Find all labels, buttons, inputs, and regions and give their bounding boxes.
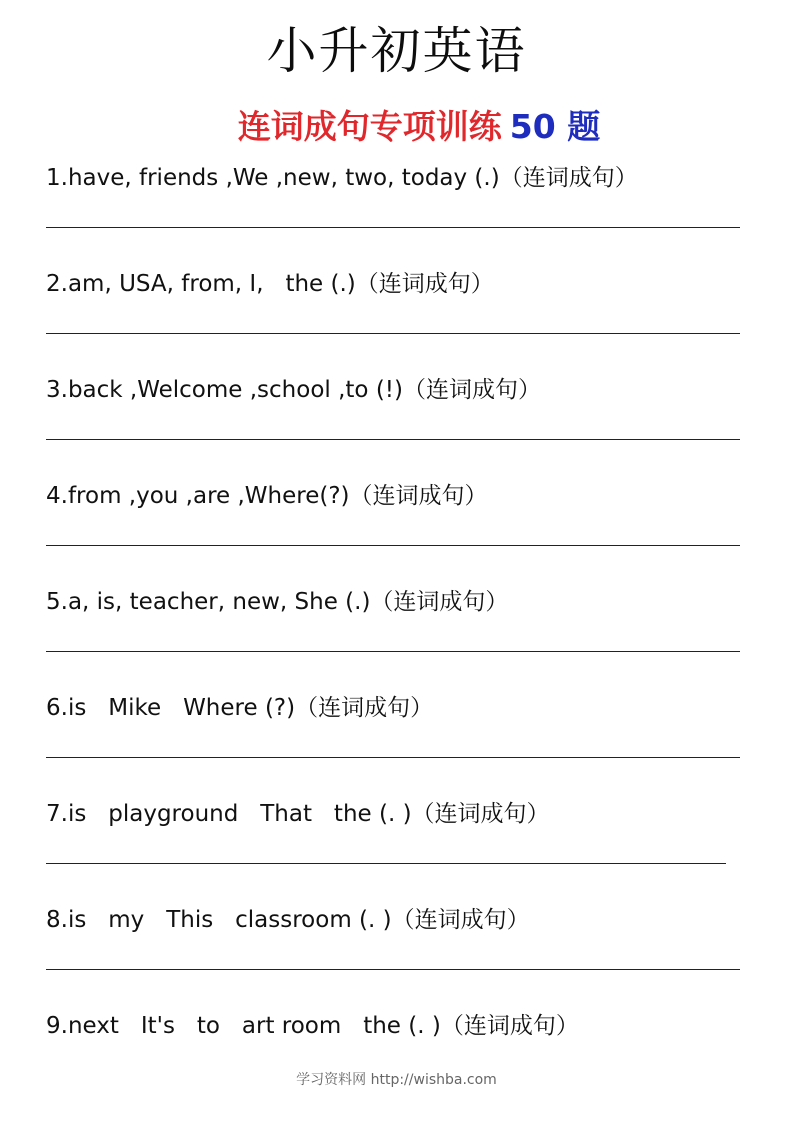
question-1 (46, 161, 746, 267)
question-text: 5.a, is, teacher, new, She (.)（连词成句） (46, 589, 509, 615)
question-text: 8.is my This classroom (. )（连词成句） (46, 907, 530, 933)
question-text: 2.am, USA, from, I, the (.)（连词成句） (46, 271, 494, 297)
question-7 (46, 797, 746, 903)
question-2 (46, 267, 746, 373)
question-text: 6.is Mike Where (?)（连词成句） (46, 695, 434, 721)
answer-line (46, 333, 740, 334)
question-text: 7.is playground That the (. )（连词成句） (46, 801, 550, 827)
question-text: 3.back ,Welcome ,school ,to (!)（连词成句） (46, 377, 541, 403)
question-text: 4.from ,you ,are ,Where(?)（连词成句） (46, 483, 488, 509)
question-5 (46, 585, 746, 691)
answer-line (46, 969, 740, 970)
question-4 (46, 479, 746, 585)
page-title: 小升初英语 (266, 22, 527, 80)
answer-line (46, 439, 740, 440)
answer-line (46, 863, 726, 864)
answer-line (46, 227, 740, 228)
answer-line (46, 545, 740, 546)
subtitle-text: 连词成句专项训练 (237, 107, 502, 146)
footer-watermark: 学习资料网 http://wishba.com (296, 1072, 497, 1088)
question-text: 9.next It's to art room the (. )（连词成句） (46, 1013, 579, 1039)
subtitle-count: 50 题 (509, 107, 601, 146)
question-8 (46, 903, 746, 1009)
answer-line (46, 651, 740, 652)
page-subtitle (0, 104, 793, 150)
question-9 (46, 1009, 746, 1049)
question-3 (46, 373, 746, 479)
question-text: 1.have, friends ,We ,new, two, today (.)（连词成句） (46, 165, 638, 191)
question-6 (46, 691, 746, 797)
answer-line (46, 757, 740, 758)
